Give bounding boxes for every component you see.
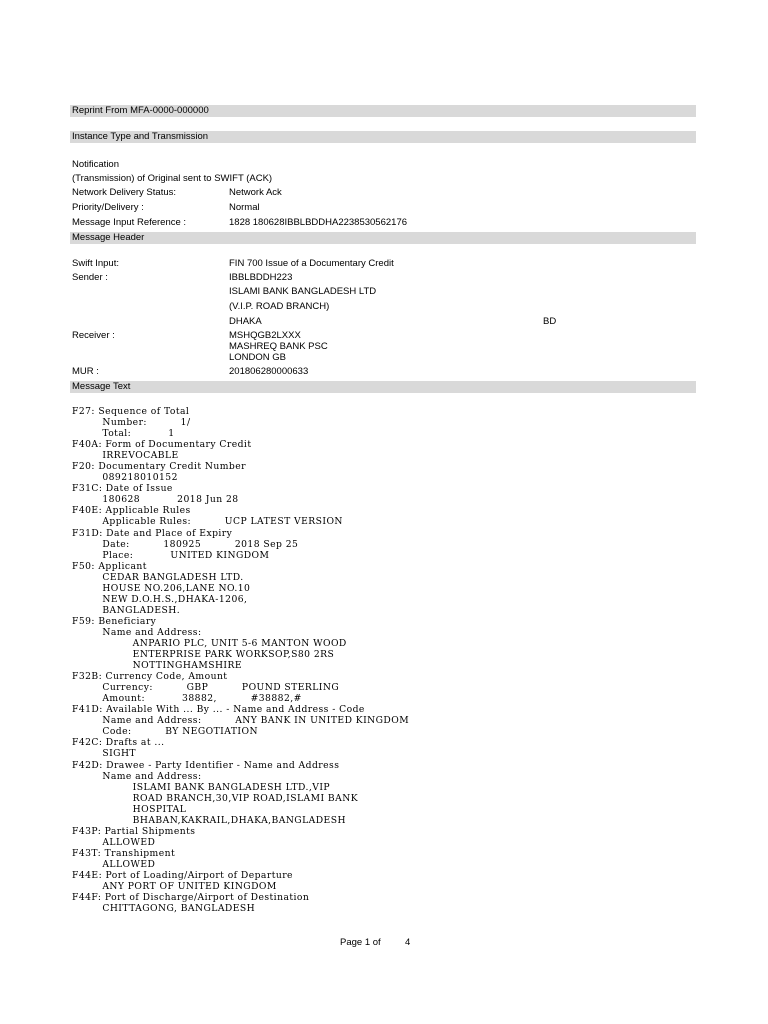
mir-value: 1828 180628IBBLBDDHA2238530562176	[229, 217, 408, 228]
notification-title: Notification	[72, 159, 119, 170]
receiver-bic: MSHQGB2LXXX	[229, 330, 301, 341]
priority-label: Priority/Delivery :	[72, 202, 144, 213]
network-status-value: Network Ack	[229, 187, 282, 198]
page-label: Page 1 of	[340, 937, 381, 948]
sender-city: DHAKA	[229, 316, 262, 327]
sender-branch: (V.I.P. ROAD BRANCH)	[229, 301, 330, 312]
message-header-bar: Message Header	[70, 232, 696, 244]
page-total: 4	[405, 937, 411, 948]
message-text-bar: Message Text	[70, 381, 696, 393]
receiver-city: LONDON GB	[229, 352, 287, 363]
network-status-label: Network Delivery Status:	[72, 187, 177, 198]
sender-name: ISLAMI BANK BANGLADESH LTD	[229, 286, 377, 297]
mir-label: Message Input Reference :	[72, 217, 187, 228]
receiver-name: MASHREQ BANK PSC	[229, 341, 328, 352]
mur-label: MUR :	[72, 366, 99, 377]
mur-value: 201806280000633	[229, 366, 309, 377]
swift-input-label: Swift Input:	[72, 258, 119, 269]
swift-input-value: FIN 700 Issue of a Documentary Credit	[229, 258, 394, 269]
priority-value: Normal	[229, 202, 260, 213]
sender-country: BD	[543, 316, 557, 327]
sender-label: Sender :	[72, 272, 108, 283]
message-text-body: F27: Sequence of Total Number: 1/ Total: 1 F40A: Form of Documentary Credit IRREVOCABLE F20: Documentary Credit Number 089218010152 F31C: Date of Issue 180628 2018 Jun 28 F40E: Applicable Rules Applicable Rules: UCP LATEST VERSION F31D: Date and Place of Expiry Date: 180925 2018 Sep 25 Place: UNITED KINGDOM F50: Applicant CEDAR BANGLADESH LTD. HOUSE NO.206,LANE NO.10 NEW D.O.H.S.,DHAKA-1206, BANGLADESH. F59: Beneficiary Name and Address: ANPARIO PLC, UNIT 5-6 MANTON WOOD ENTERPRISE PARK WORKSOP,S80 2RS NOTTINGHAMSHIRE F32B: Currency Code, Amount Currency: GBP POUND STERLING Amount: 38882, #38882,# F41D: Available With ... By ... - Name and Address - Code Name and Address: ANY BANK IN UNITED KINGDOM Code: BY NEGOTIATION F42C: Drafts at ... SIGHT F42D: Drawee - Party Identifier - Name and Address Name and Address: ISLAMI BANK BANGLADESH LTD.,VIP ROAD BRANCH,30,VIP ROAD,ISLAMI BANK HOSPITAL BHABAN,KAKRAIL,DHAKA,BANGLADESH F43P: Partial Shipments ALLOWED F43T: Transhipment ALLOWED F44E: Port of Loading/Airport of Departure ANY PORT OF UNITED KINGDOM F44F: Port of Discharge/Airport of Destination CHITTAGONG, BANGLADESH	[72, 406, 410, 915]
instance-type-header: Instance Type and Transmission	[70, 131, 696, 143]
receiver-label: Receiver :	[72, 330, 115, 341]
transmission-line: (Transmission) of Original sent to SWIFT (ACK)	[72, 173, 273, 184]
sender-bic: IBBLBDDH223	[229, 272, 293, 283]
reprint-header: Reprint From MFA-0000-000000	[70, 105, 696, 117]
